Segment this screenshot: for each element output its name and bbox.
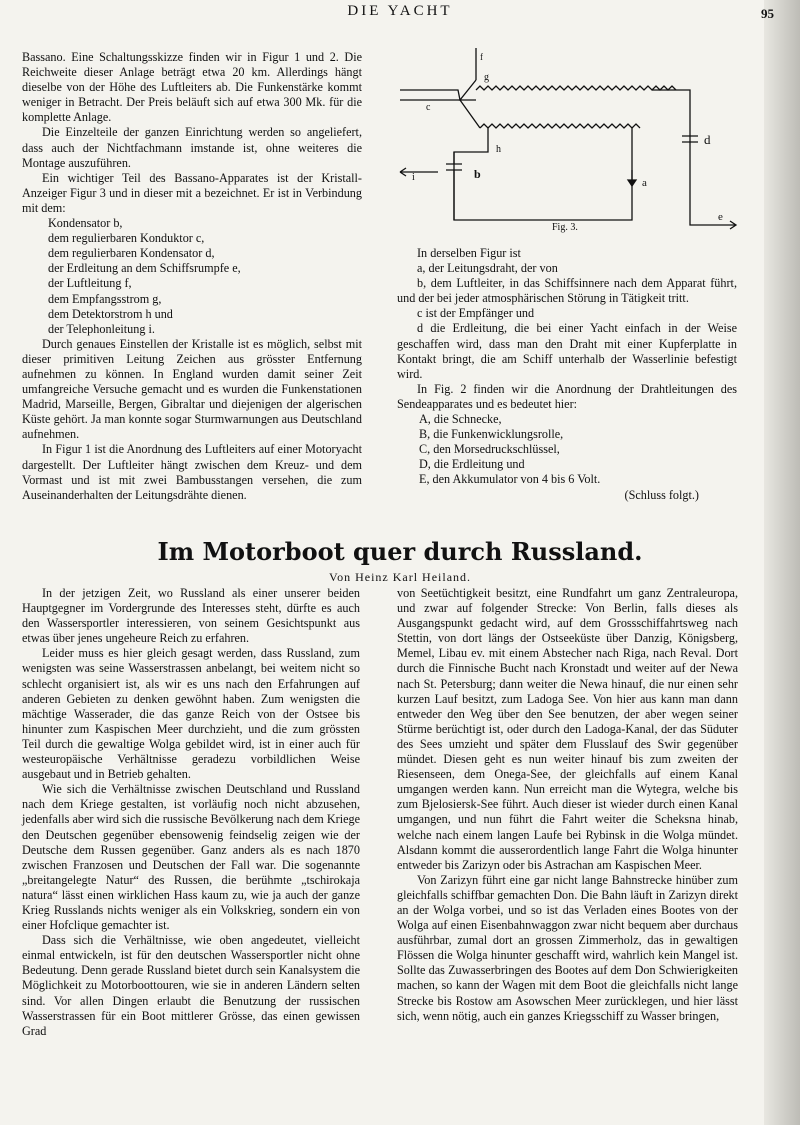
circuit-diagram-figure	[398, 40, 743, 240]
lower-coil	[480, 124, 640, 128]
paragraph: In der jetzigen Zeit, wo Russland als einer unserer beiden Hauptgegner im Vordergrunde des Interesses steht, dürfte es auch den Wassersportler interessieren, von seinem Gesichtspunkt aus etwas über jenes ungeheure Reich zu erfahren.	[22, 586, 360, 646]
paragraph: b, dem Luftleiter, in das Schiffsinnere nach dem Apparat führt, und der bei jeder atmosphärischen Störung in Tätigkeit tritt.	[397, 276, 737, 306]
list-item: der Erdleitung an dem Schiffsrumpfe e,	[48, 261, 241, 276]
paragraph: Dass sich die Verhältnisse, wie oben angedeutet, vielleicht einmal entwickeln, ist für den deutschen Wassersportler nicht ohne Bedeutung. Denn gerade Russland bietet durch sein Kanalsystem die Möglichkeit zu Motorboottouren, wie sie in anderen Ländern selten sind. Vor allen Dingen erlaubt die Benutzung der russischen Wasserstrassen für ein Boot mittlerer Grösse, das einen gewissen Grad	[22, 933, 360, 1038]
list-item: dem Detektorstrom h und	[48, 306, 173, 321]
paragraph: a, der Leitungsdraht, der von	[417, 261, 558, 276]
earth-e	[710, 221, 736, 229]
paragraph: Bassano. Eine Schaltungsskizze finden wir in Figur 1 und 2. Die Reichweite dieser Anlage beträgt etwa 20 km. Allerdings hängt dieselbe von der Höhe des Luftleiters ab. Die Funkenstärke kommt weniger in Betracht. Der Preis beläuft sich auf etwa 300 Mk. für die komplette Anlage.	[22, 50, 362, 125]
lower-right-wire	[454, 128, 632, 220]
article-byline: Von Heinz Karl Heiland.	[328, 570, 472, 584]
running-header-title: DIE YACHT	[347, 3, 453, 19]
paragraph: Wie sich die Verhältnisse zwischen Deutschland und Russland nach dem Kriege gestalten, ist vorläufig noch nicht abzusehen, jedenfalls aber wird sich die russische Bevölkerung nach dem Kriege den Deutschen gegenüber ebensowenig feindselig zeigen wie der Deutsche dem Russen gegenüber. Ganz anders als es nach 1870 zwischen Franzosen und Deutschen der Fall war. Die sogenannte „breitangelegte Natur“ des Russen, die berühmte „tschirokaja natura“ lässt einen wirklichen Hass kaum zu, wie ja auch der ganze Krieg Russlands nichts weniger als ein Volkskrieg, sondern ein von einer Hofclique gemachter ist.	[22, 782, 360, 933]
paragraph: Ein wichtiger Teil des Bassano-Apparates ist der Kristall-Anzeiger Figur 3 und in dieser mit a bezeichnet. Er ist in Verbindung mit dem:	[22, 170, 362, 215]
top-right-column	[397, 246, 737, 503]
list-item: B, die Funkenwicklungsrolle,	[419, 427, 564, 442]
top-left-column	[22, 50, 362, 503]
list-item: dem regulierbaren Kondensator d,	[48, 246, 215, 261]
paragraph: Durch genaues Einstellen der Kristalle ist es möglich, selbst mit dieser primitiven Leitung Zeichen aus grösster Entfernung aufnehmen zu können. In England wurden damit seiner Zeit umfangreiche Versuche gemacht und es wurden die Funkenstationen Madrid, Marseille, Bergen, Gibraltar und diejenigen der algerischen Küste gehört. Ja man konnte sogar Sturmwarnungen aus Deutschland aufnehmen.	[22, 336, 362, 442]
upper-line	[652, 90, 710, 225]
article-left-column	[22, 586, 360, 1039]
label-c: c	[426, 102, 431, 113]
paragraph: In Figur 1 ist die Anordnung des Luftleiters auf einer Motoryacht dargestellt. Der Luftleiter hängt zwischen dem Kreuz- und dem Vormast und ist mit zwei Bambusstangen versehen, die zum Auseinanderhalten der Leitungsdrähte dienen.	[22, 442, 362, 502]
label-d: d	[704, 132, 711, 147]
label-b: b	[474, 167, 481, 181]
list-item: dem regulierbaren Konduktor c,	[48, 231, 205, 246]
list-item: A, die Schnecke,	[419, 412, 502, 427]
label-e: e	[718, 211, 723, 223]
paragraph: In Fig. 2 finden wir die Anordnung der Drahtleitungen des Sendeapparates und es bedeutet hier:	[397, 381, 737, 411]
paragraph: von Seetüchtigkeit besitzt, eine Rundfahrt um ganz Zentraleuropa, und zwar auf folgender Strecke: Von Berlin, falls dieses als Ausgangspunkt gedacht wird, auf dem Grossschiffahrtsweg nach Stettin, von dort längs der Ostseeküste über Danzig, Königsberg, Memel, Libau ev. mit einem Abstecher nach Riga, nach Reval. Dort durch die Finnische Bucht nach Kronstadt und weiter auf der Newa nach St. Petersburg; dann weiter die Newa hinauf, die nur einen sehr kurzen Lauf besitzt, zum Ladoga See. Von hier aus kann man dann entweder den Weg über den See benutzen, der aber wegen seiner Stürme berüchtigt ist, oder durch den Ladoga-Kanal, der das Süduter des Sees umzieht und später dem Flusslauf des Swir gegenüber mündet. Diesen geht es nun weiter hinauf bis zum zweiten der Riesenseen, dem Onega-See, der gleichfalls auf einem Kanal umgangen werden kann. Nun erreicht man die Wytegra, welche bis zum Bjelosiersk-See führt. Auch dieser ist wieder durch einen Kanal umgangen, und nun führt die Fahrt weiter die Scheksna hinab, welche nach einem langen Laufe bei Rybinsk in die Wolga mündet. Alsdann kommt die ausserordentlich lange Fahrt die Wolga hinunter entweder bis Zarizyn oder bis Astrachan am Kaspischen Meer.	[397, 586, 738, 872]
paragraph: Leider muss es hier gleich gesagt werden, dass Russland, zum wenigsten was seine Wasserstrassen anbelangt, bei weitem nicht so schlecht organisiert ist, als wir es uns nach den Erfahrungen auf anderen Gebieten zu denken gewöhnt haben. Zum wenigsten die mächtige Wasserader, die das ganze Reich von der Ostsee bis hinunter zum Kaspischen Meer durchzieht, und die zum grössten Teil durch die gewaltige Wolga gebildet wird, ist in einer auch für westeuropäische Verhältnisse geradezu vorbildlichen Weise ausgebaut und in Betrieb gehalten.	[22, 646, 360, 782]
article-title: Im Motorboot quer durch Russland.	[157, 537, 643, 566]
detector-branch	[454, 128, 488, 220]
list-item: der Telephonleitung i.	[48, 321, 155, 336]
list-item: C, den Morsedruckschlüssel,	[419, 442, 560, 457]
label-f: f	[480, 52, 483, 62]
upper-coil	[476, 86, 676, 90]
paragraph: c ist der Empfänger und	[417, 306, 535, 321]
label-h: h	[496, 144, 501, 155]
list-item: E, den Akkumulator von 4 bis 6 Volt.	[419, 472, 601, 487]
telephone-i	[400, 168, 438, 176]
paragraph: d die Erdleitung, die bei einer Yacht einfach in der Weise geschaffen wird, dass man den Draht mit einer Kupferplatte in Kontakt bringt, die am Schiff unterhalb der Wasserlinie befestigt wird.	[397, 321, 737, 381]
article-right-column	[397, 586, 738, 1024]
label-g: g	[484, 72, 489, 83]
left-wire-c	[400, 90, 460, 100]
paragraph: Die Einzelteile der ganzen Einrichtung werden so angeliefert, dass auch der Nichtfachmann imstande ist, ohne weiteres die Montage auszuführen.	[22, 125, 362, 170]
aerial-to-coil	[460, 80, 476, 100]
left-wire-mid	[400, 100, 480, 128]
list-item: dem Empfangsstrom g,	[48, 291, 162, 306]
list-item: Kondensator b,	[48, 216, 123, 231]
page-number: 95	[761, 6, 774, 21]
figure-caption: Fig. 3.	[552, 222, 578, 233]
closing-note: (Schluss folgt.)	[624, 487, 699, 502]
paragraph: Von Zarizyn führt eine gar nicht lange Bahnstrecke hinüber zum gleichfalls schiffbar gemachten Don. Die Bahn läuft in Zarizyn direkt an der Wolga vorbei, und so ist das Verladen eines Bootes von der Wolga auf einen Eisenbahnwaggon zwar nicht bequem aber durchaus ausführbar, zumal dort an grossen Zimmerholz, das in gewaltigen Flössen die Wolga hinunter geschafft wird, wahrlich kein Mangel ist. Sollte das Zuwasserbringen des Bootes auf dem Don Schwierigkeiten machen, so kann der Wagen mit dem Boot die gleichfalls nicht lange Strecke bis Rostow am Asowschen Meer zurücklegen, und hier lässt sich, wenn nötig, auch ein ganzes Kriegsschiff zu Wasser bringen,	[397, 872, 738, 1023]
list-item: D, die Erdleitung und	[419, 457, 525, 472]
label-i: i	[412, 172, 415, 183]
crystal-detector-a	[628, 180, 636, 186]
label-a: a	[642, 177, 647, 189]
list-item: der Luftleitung f,	[48, 276, 132, 291]
paragraph: In derselben Figur ist	[417, 246, 521, 260]
